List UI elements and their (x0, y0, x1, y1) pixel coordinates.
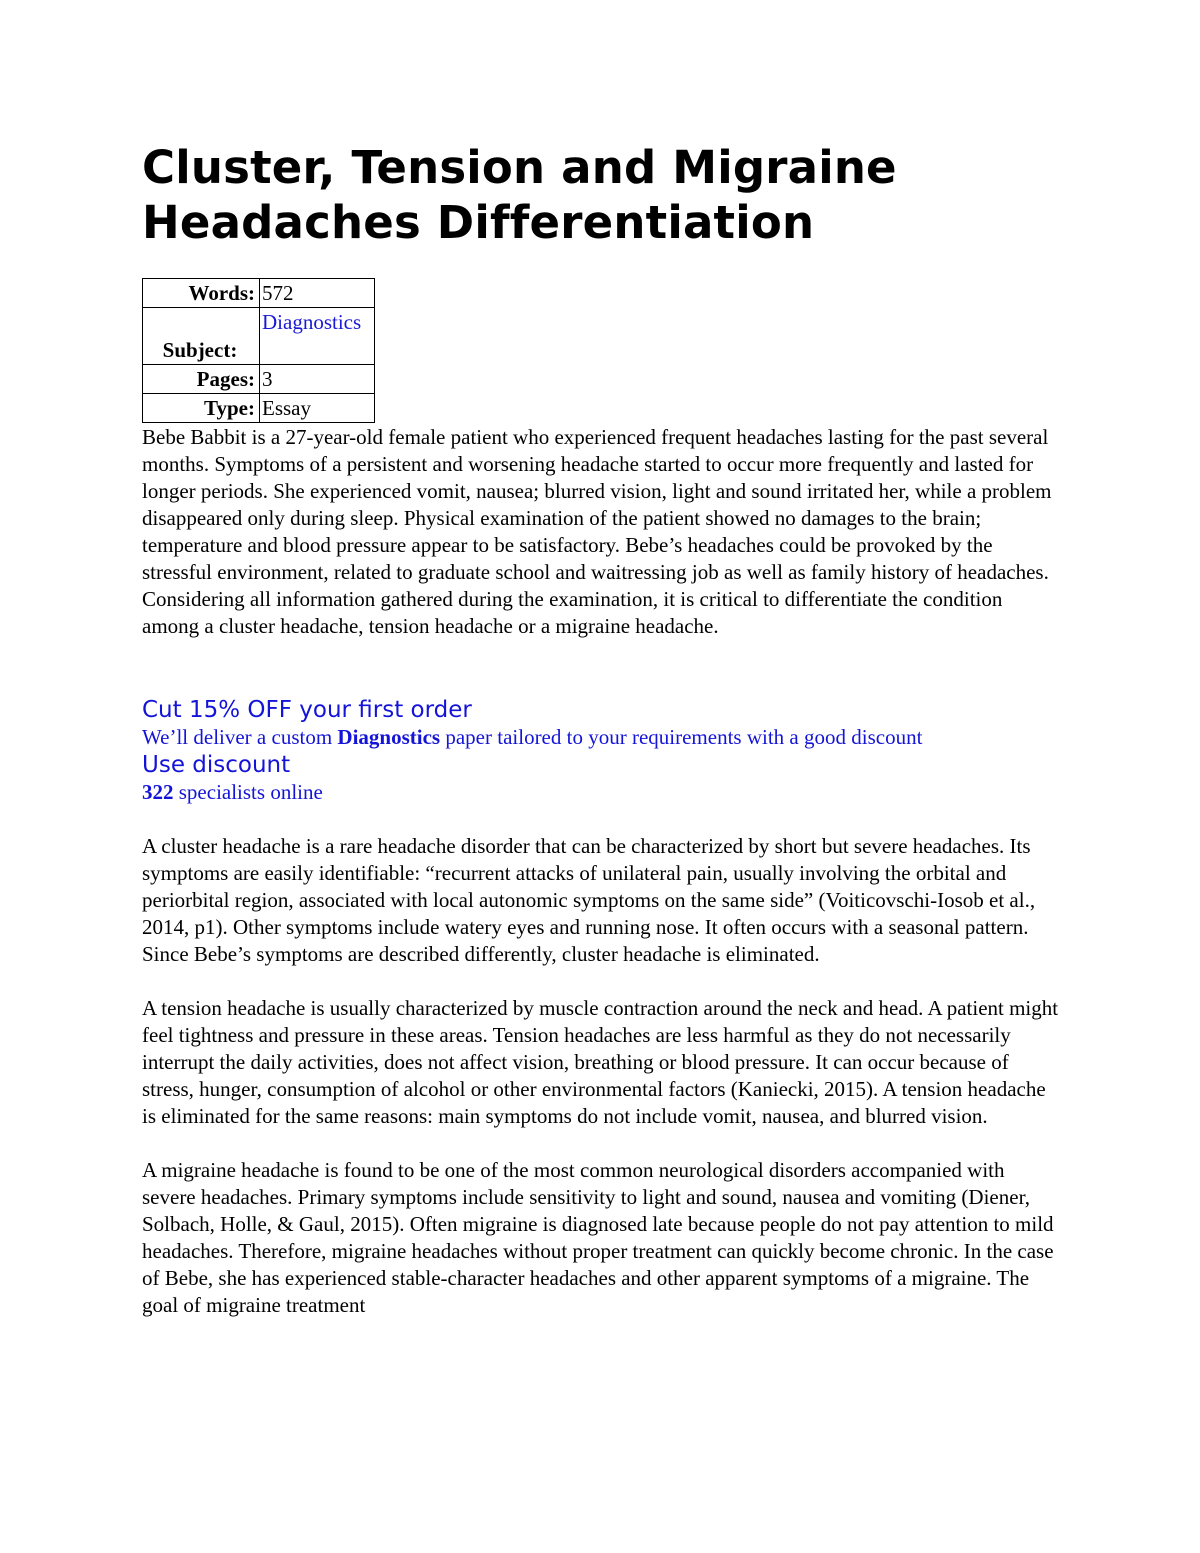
promo-description (142, 724, 1062, 751)
specialists-online (142, 779, 1062, 806)
pages-value: 3 (260, 365, 375, 394)
tension-headache-paragraph: A tension headache is usually characterized by muscle contraction around the neck and head. A patient might feel tightness and pressure in these areas. Tension headaches are less harmful as they do not necessarily interrupt the daily activities, does not affect vision, breathing or blood pressure. It can occur because of stress, hunger, consumption of alcohol or other environmental factors (Kaniecki, 2015). A tension headache is eliminated for the same reasons: main symptoms do not include vomit, nausea, and blurred vision. (142, 996, 1059, 1128)
type-value: Essay (260, 394, 375, 423)
meta-row-type (143, 394, 375, 423)
specialists-count: 322 (142, 780, 174, 804)
migraine-headache-paragraph: A migraine headache is found to be one of the most common neurological disorders accompanied with severe headaches. Primary symptoms include sensitivity to light and sound, nausea and vomiting (Diener, Solbach, Holle, & Gaul, 2015). Often migraine is diagnosed late because people do not pay attention to mild headaches. Therefore, migraine headaches without proper treatment can quickly become chronic. In the case of Bebe, she has experienced stable-character headaches and other apparent symptoms of a migraine. The goal of migraine treatment (142, 1158, 1054, 1317)
words-value: 572 (260, 279, 375, 308)
use-discount-link[interactable]: Use discount (142, 752, 291, 778)
cluster-headache-paragraph: A cluster headache is a rare headache disorder that can be characterized by short but severe headaches. Its symptoms are easily identifiable: “recurrent attacks of unilateral pain, usually involving the orbital and periorbital region, associated with local autonomic symptoms on the same side” (Voiticovschi-Iosob et al., 2014, p1). Other symptoms include watery eyes and running nose. It often occurs with a seasonal pattern. Since Bebe’s symptoms are described differently, cluster headache is eliminated. (142, 834, 1036, 966)
type-label: Type: (143, 394, 260, 423)
subject-value-cell (260, 308, 375, 365)
document-page (142, 140, 1062, 1319)
promo-text-after: paper tailored to your requirements with a good discount (440, 725, 923, 749)
meta-row-words (143, 279, 375, 308)
promo-text-before: We’ll deliver a custom (142, 725, 338, 749)
promo-headline[interactable]: Cut 15% OFF your first order (142, 697, 472, 723)
specialists-text: specialists online (173, 780, 323, 804)
essay-meta-table (142, 278, 375, 423)
promo-subject: Diagnostics (337, 725, 441, 749)
meta-row-subject (143, 308, 375, 365)
words-label: Words: (143, 279, 260, 308)
discount-promo (142, 696, 1062, 806)
subject-link[interactable]: Diagnostics (262, 310, 362, 334)
pages-label: Pages: (143, 365, 260, 394)
subject-label: Subject: (143, 308, 260, 365)
meta-row-pages (143, 365, 375, 394)
intro-paragraph: Bebe Babbit is a 27-year-old female patient who experienced frequent headaches lasting for the past several months. Symptoms of a persistent and worsening headache started to occur more frequently and lasted for longer periods. She experienced vomit, nausea; blurred vision, light and sound irritated her, while a problem disappeared only during sleep. Physical examination of the patient showed no damages to the brain; temperature and blood pressure appear to be satisfactory. Bebe’s headaches could be provoked by the stressful environment, related to graduate school and waitressing job as well as family history of headaches. Considering all information gathered during the examination, it is critical to differentiate the condition among a cluster headache, tension headache or a migraine headache. (142, 425, 1052, 638)
page-title: Cluster, Tension and Migraine Headaches Differentiation (142, 141, 897, 249)
